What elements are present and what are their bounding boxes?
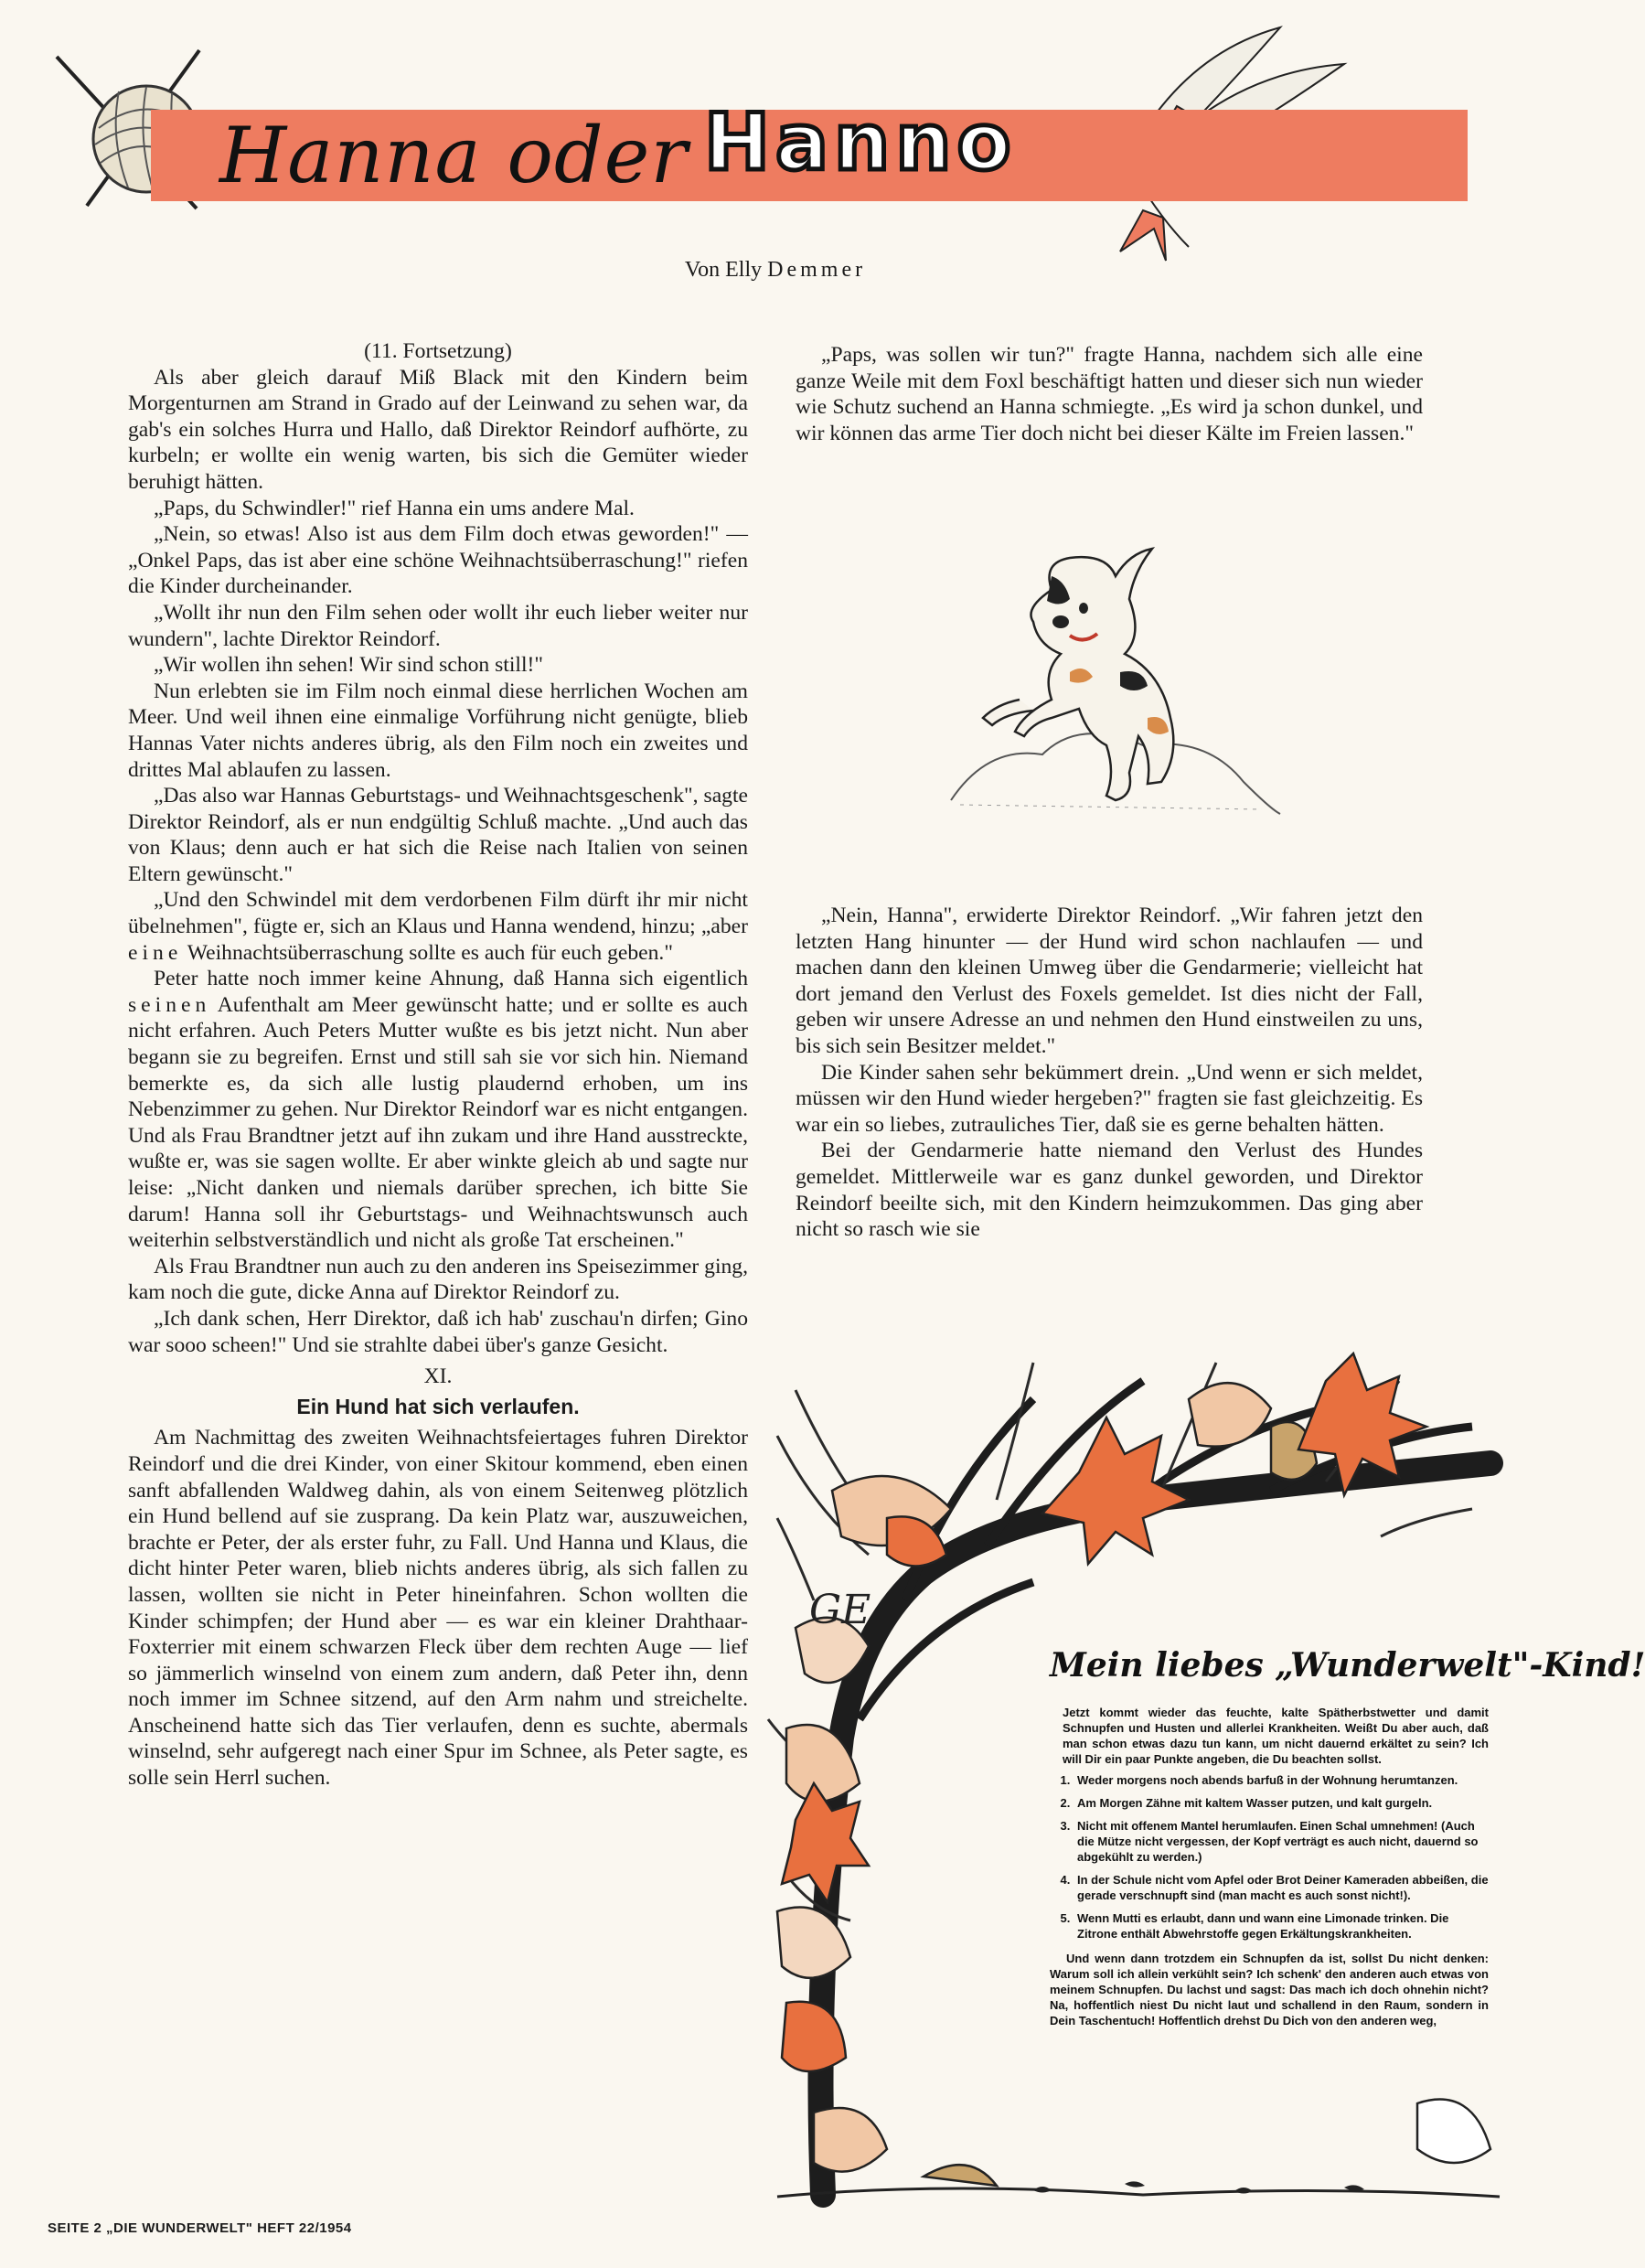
paragraph: „Wollt ihr nun den Film sehen oder wollt ihr euch lieber weiter nur wundern", lachte Direktor Reindorf. [128, 600, 748, 651]
letter-outro [1050, 1951, 1489, 2028]
list-item: 2. Am Morgen Zähne mit kaltem Wasser putzen, und kalt gurgeln. [1074, 1795, 1489, 1811]
text-run: Peter hatte noch immer keine Ahnung, daß Hanna sich eigentlich [154, 967, 748, 991]
paragraph: „Nein, Hanna", erwiderte Direktor Reindorf. „Wir fahren jetzt den letzten Hang hinunter — der Hund wird schon nachlaufen — und machen dann den kleinen Umweg über die Gendarmerie; vielleicht hat dort jemand den Verlust des Foxels gemeldet. Ist dies nicht der Fall, geben wir unsere Adresse an und nehmen den Hund einstweilen zu uns, bis sich sein Besitzer meldet." [796, 904, 1423, 1058]
list-item: 5. Wenn Mutti es erlaubt, dann und wann eine Limonade trinken. Die Zitrone enthält Abwehrstoffe gegen Erkältungskrankheiten. [1074, 1910, 1489, 1942]
terrier-dog-illustration [933, 535, 1280, 828]
emphasis: eine [128, 940, 183, 965]
chapter-title: Ein Hund hat sich verlaufen. [296, 1394, 580, 1418]
maple-leaf-icon [1042, 1418, 1189, 1564]
paragraph: Die Kinder sahen sehr bekümmert drein. „Und wenn er sich meldet, müssen wir den Hund wieder hergeben?" fragten sie fast gleichzeitig. Es war ein so liebes, zutrauliches Tier, daß sie es gerne behalten hätten. [796, 1060, 1423, 1137]
page-footer: SEITE 2 „DIE WUNDERWELT" HEFT 22/1954 [48, 2220, 352, 2236]
list-item: 3. Nicht mit offenem Mantel herumlaufen. Einen Schal umnehmen! (Auch die Mütze nicht vergessen, der Kopf verträgt es auch nicht, dauernd so abgekühlt zu werden.) [1074, 1818, 1489, 1865]
paragraph [128, 887, 748, 966]
chapter-number: XI. [423, 1364, 453, 1389]
paragraph: Bei der Gendarmerie hatte niemand den Verlust des Hundes gemeldet. Mittlerweile war es ganz dunkel geworden, und Direktor Reindorf beeilte sich, mit den Kindern heimzukommen. Das ging aber nicht so rasch wie sie [796, 1139, 1423, 1242]
right-column-top [796, 342, 1423, 446]
byline-author: Demmer [767, 258, 867, 282]
right-column-bottom [796, 903, 1423, 1243]
leaf-icon [814, 2108, 887, 2172]
text-run: Weihnachtsüberraschung sollte es auch für euch geben." [187, 940, 673, 965]
byline-prefix: Von Elly [684, 258, 763, 282]
story-title: Hanna oder [219, 111, 689, 200]
paragraph: Und wenn dann trotzdem ein Schnupfen da ist, sollst Du nicht denken: Warum soll ich allein verkühlt sein? Ich schenk' den anderen auch etwas von meinem Schnupfen. Du lachst und sagst: Das mach ich doch ohnehin nicht? Na, hoffentlich niest Du nicht laut und schallend in den Raum, sondern in Dein Taschentuch! Hoffentlich drehst Du Dich von den anderen weg, [1050, 1952, 1489, 2027]
paragraph: „Paps, was sollen wir tun?" fragte Hanna, nachdem sich alle eine ganze Weile mit dem Foxl beschäftigt hatten und dieser sich nun wieder wie Schutz suchend an Hanna schmiegte. „Es wird ja schon dunkel, und wir können das arme Tier doch nicht bei dieser Kälte im Freien lassen." [796, 343, 1423, 445]
text-run: Aufenthalt am Meer gewünscht hatte; und er sollte es auch nicht erfahren. Auch Peters Mutter wußte es bis jetzt nicht. Nun aber begann sie zu begreifen. Ernst und still sah sie vor sich hin. Niemand bemerkte es, da sich alle lustig plaudernd erhoben, um ins Nebenzimmer zu gehen. Nur Direktor Reindorf war es nicht entgangen. Und als Frau Brandtner jetzt auf ihn zukam und ihre Hand ausstreckte, wußte er, was sie sagen wollte. Er aber winkte gleich ab und sagte nur leise: „Nicht danken und niemals darüber sprechen, ich bitte Sie darum! Hanna soll ihr Geburtstags- und Weihnachtswunsch auch weiterhin selbstverständlich und nicht als große Tat erscheinen." [128, 992, 748, 1253]
paragraph: „Ich dank schen, Herr Direktor, daß ich hab' zuschau'n dirfen; Gino war sooo scheen!" Und sie strahlte dabei über's ganze Gesicht. [128, 1306, 748, 1357]
list-item: 1. Weder morgens noch abends barfuß in der Wohnung herumtanzen. [1074, 1772, 1489, 1788]
paragraph [128, 966, 748, 1254]
paragraph: „Wir wollen ihn sehen! Wir sind schon still!" [154, 653, 544, 678]
byline [0, 258, 1551, 283]
paragraph: Nun erlebten sie im Film noch einmal diese herrlichen Wochen am Meer. Und weil ihnen eine einmalige Vorführung nicht genügte, blieb Hannas Vater nichts anderes übrig, als den Film noch ein zweites und drittes Mal ablaufen zu lassen. [128, 679, 748, 782]
continuation-label: (11. Fortsetzung) [364, 339, 512, 363]
paragraph: Als aber gleich darauf Miß Black mit den Kindern beim Morgenturnen am Strand in Grado auf der Leinwand zu sehen war, da gab's ein solches Hurra und Hallo, daß Direktor Reindorf aufhörte, zu kurbeln; er wollte ein wenig warten, bis sich die Gemüter wieder beruhigt hätten. [128, 365, 748, 494]
left-column [128, 338, 748, 1792]
tips-list [1050, 1772, 1489, 1942]
emphasis: seinen [128, 992, 211, 1017]
leaf-icon [782, 2002, 846, 2071]
paragraph: „Das also war Hannas Geburtstags- und Weihnachtsgeschenk", sagte Direktor Reindorf, als er nun endgültig Schluß machte. „Und auch das von Klaus; denn auch er hat sich die Reise nach Italien von seinen Eltern gewünscht." [128, 784, 748, 886]
header [0, 0, 1551, 282]
paragraph: Am Nachmittag des zweiten Weihnachtsfeiertages fuhren Direktor Reindorf und die drei Kinder, von einer Skitour kommend, eben einen sanft abfallenden Waldweg dahin, als von einem Seitenweg plötzlich ein Hund bellend auf sie zusprang. Da kein Platz war, auszuweichen, brachte er Peter, der als erster fuhr, zu Fall. Und Hanna und Klaus, die dicht hinter Peter waren, blieb nichts anderes übrig, als sich fallen zu lassen, wollten sie nicht in Peter hineinfahren. Schon wollten die Kinder schimpfen; der Hund aber — es war ein kleiner Drahthaar-Foxterrier mit einem schwarzen Fleck über dem rechten Auge — lief so jämmerlich winselnd von einem zum andern, daß Peter ihn, denn noch immer im Schnee sitzend, auf den Arm nahm und streichelte. Anscheinend hatte sich das Tier verlaufen, denn es suchte, abermals winselnd, sehr aufgeregt nach einer Spur im Schnee, als Peter sagte, es solle sein Herrl suchen. [128, 1426, 748, 1791]
paragraph: „Nein, so etwas! Also ist aus dem Film doch etwas geworden!" — „Onkel Paps, das ist aber eine schöne Weihnachtsüberraschung!" riefen die Kinder durcheinander. [128, 522, 748, 599]
letter-intro: Jetzt kommt wieder das feuchte, kalte Spätherbstwetter und damit Schnupfen und Husten und allerlei Krankheiten. Weißt Du aber auch, daß man schon etwas dazu tun kann, um nicht dauernd erkältet zu sein? Ich will Dir ein paar Punkte angeben, die Du beachten sollst. [1063, 1706, 1489, 1766]
letter-title: Mein liebes „Wunderwelt"-Kind! [1050, 1646, 1645, 1685]
list-item: 4. In der Schule nicht vom Apfel oder Brot Deiner Kameraden abbeißen, die gerade verschnupft sind (man macht es auch sonst nicht!). [1074, 1872, 1489, 1903]
leaf-icon [1189, 1383, 1271, 1446]
leaf-icon [1417, 2100, 1490, 2163]
letter-box [1050, 1646, 1645, 2034]
paragraph: Als Frau Brandtner nun auch zu den anderen ins Speisezimmer ging, kam noch die gute, dicke Anna auf Direktor Reindorf zu. [128, 1254, 748, 1305]
story-title-alt: Hanno [704, 97, 1017, 188]
text-run: „Und den Schwindel mit dem verdorbenen Film dürft ihr mir nicht übelnehmen", fügte er, sich an Klaus und Hanna wendend, hinzu; „aber [128, 888, 748, 939]
monogram: GE [809, 1587, 871, 1633]
paragraph: „Paps, du Schwindler!" rief Hanna ein ums andere Mal. [154, 496, 635, 520]
leaf-icon [924, 2165, 997, 2186]
